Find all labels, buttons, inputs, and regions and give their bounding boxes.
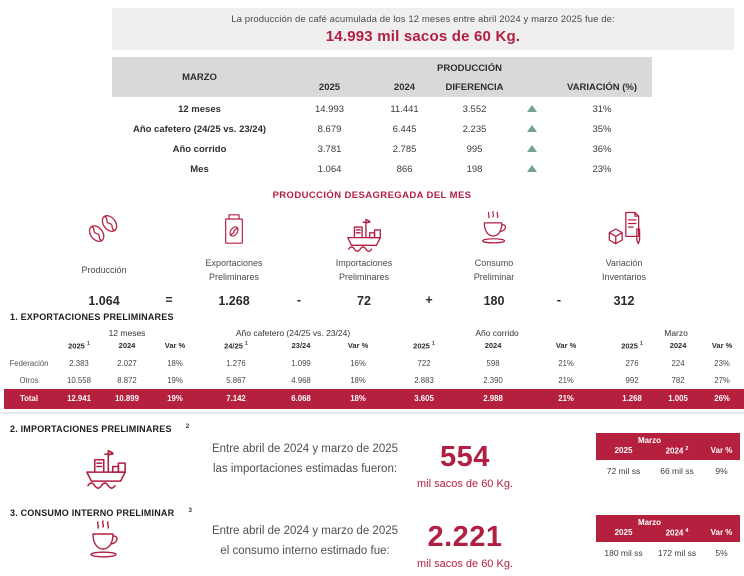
- row-label: Otros: [19, 375, 39, 385]
- cell: 4.968: [291, 375, 311, 385]
- footnote-mark: 1: [244, 341, 248, 347]
- section-title-text: 1. EXPORTACIONES PRELIMINARES: [10, 312, 174, 322]
- text-line: el consumo interno estimado fue:: [220, 544, 390, 557]
- coffee-beans-icon: [82, 207, 126, 251]
- section-title-text: 3. CONSUMO INTERNO PRELIMINAR: [10, 508, 175, 518]
- row-label: Total: [4, 389, 54, 409]
- section-divider: [0, 412, 744, 414]
- cell: 1.005: [656, 389, 700, 409]
- group-12-meses: 12 meses: [108, 328, 146, 338]
- value-2024: 866: [396, 164, 413, 175]
- operator-plus: +: [425, 293, 433, 307]
- item-label: Consumo: [474, 258, 514, 269]
- item-label: Importaciones: [335, 258, 393, 269]
- value-diff: 198: [466, 164, 483, 175]
- item-label: Producción: [81, 265, 127, 276]
- cell: 72 mil ss: [606, 465, 641, 476]
- item-value: 72: [357, 294, 371, 308]
- table-row: [112, 160, 652, 180]
- mini-values-row: [596, 542, 740, 558]
- cell: 9%: [715, 465, 728, 476]
- subcol: Var %: [347, 341, 369, 351]
- cell: 2.027: [117, 358, 137, 368]
- headline-value: 14.993 mil sacos de 60 Kg.: [325, 28, 521, 45]
- value-var: 35%: [592, 124, 612, 135]
- subcol: 2024: [484, 341, 502, 351]
- cell: 18%: [167, 358, 183, 368]
- cell: 172 mil ss: [657, 547, 697, 558]
- big-number-unit: mil sacos de 60 Kg.: [417, 478, 513, 490]
- value-diff: 995: [466, 144, 483, 155]
- item-value: 312: [613, 294, 635, 308]
- cell: 19%: [150, 389, 200, 409]
- cell: 7.142: [200, 389, 272, 409]
- subcol: Var %: [711, 341, 733, 351]
- breakdown-item-inventarios: [575, 203, 673, 308]
- increase-triangle-icon: [527, 145, 537, 152]
- footnote-mark: 3: [188, 507, 193, 514]
- big-number-unit: mil sacos de 60 Kg.: [417, 558, 513, 570]
- increase-triangle-icon: [527, 165, 537, 172]
- cell: 27%: [714, 375, 730, 385]
- value-2025: 1.064: [317, 164, 342, 175]
- cell: 1.268: [608, 389, 656, 409]
- cell: 12.941: [54, 389, 104, 409]
- headline-banner: [112, 8, 734, 50]
- row-label: Año corrido: [172, 144, 227, 155]
- mini-col-var: Var %: [703, 527, 740, 542]
- cell: 180 mil ss: [604, 547, 643, 558]
- operator-minus: -: [296, 293, 302, 307]
- group-marzo: Marzo: [664, 328, 688, 338]
- summary-table: [112, 57, 652, 180]
- mini-month-header: Marzo: [596, 433, 703, 445]
- subcol: 24/25 $^1$: [224, 341, 248, 351]
- exports-table: [4, 326, 744, 409]
- item-label: Preliminares: [208, 272, 259, 282]
- trend-cell: [512, 160, 552, 180]
- trend-cell: [512, 97, 552, 120]
- mini-cols-row: [596, 527, 740, 542]
- subcol: 2025 $^1$: [68, 341, 90, 351]
- cell: 26%: [700, 389, 744, 409]
- cell: 782: [671, 375, 685, 385]
- operator-minus: -: [556, 293, 562, 307]
- group-header-row: [4, 326, 744, 339]
- breakdown-title: PRODUCCIÓN DESAGREGADA DEL MES: [272, 190, 472, 201]
- table-row: [112, 120, 652, 140]
- row-label: 12 meses: [178, 104, 221, 115]
- cargo-ship-icon: [341, 206, 387, 252]
- cell: 1.099: [291, 358, 311, 368]
- production-group-header: PRODUCCIÓN: [287, 57, 652, 78]
- value-diff: 3.552: [462, 104, 487, 115]
- production-breakdown: [55, 203, 673, 308]
- col-header-2024: 2024: [372, 78, 437, 97]
- cell: 2.390: [483, 375, 503, 385]
- cell: 18%: [350, 375, 366, 385]
- item-value: 1.064: [88, 294, 120, 308]
- table-row: [112, 140, 652, 160]
- item-label: Preliminar: [473, 272, 515, 282]
- col-header-variacion: VARIACIÓN (%): [552, 78, 652, 97]
- subcol: Var %: [555, 341, 577, 351]
- value-2025: 14.993: [314, 104, 345, 115]
- cell: 8.872: [117, 375, 137, 385]
- coffee-cup-icon: [80, 517, 128, 565]
- mini-month-header: Marzo: [596, 515, 703, 527]
- value-2024: 2.785: [392, 144, 417, 155]
- footnote-mark: 2: [685, 446, 689, 452]
- row-label: Año cafetero (24/25 vs. 23/24): [132, 124, 267, 135]
- cell: 10.899: [104, 389, 150, 409]
- col-header-diferencia: DIFERENCIA: [437, 78, 512, 97]
- table-row-otros: [4, 372, 744, 389]
- item-value: 1.268: [218, 294, 250, 308]
- breakdown-item-importaciones: [315, 203, 413, 308]
- item-label: Preliminares: [338, 272, 389, 282]
- group-ano-cafetero: Año cafetero (24/25 vs. 23/24): [235, 328, 351, 338]
- value-diff: 2.235: [462, 124, 487, 135]
- col-header-2025: 2025: [287, 78, 372, 97]
- col-header-trend: [512, 78, 552, 97]
- cell: 224: [671, 358, 685, 368]
- mini-col-2024: 2024 $^2$: [651, 445, 703, 460]
- mini-col-2024: 2024 $^4$: [651, 527, 703, 542]
- row-label: Federación: [9, 358, 49, 368]
- exports-section-title: [10, 312, 174, 322]
- operator-equals: =: [165, 293, 173, 307]
- cell: 21%: [558, 358, 574, 368]
- summary-month-header: MARZO: [112, 57, 287, 97]
- footnote-mark: 4: [685, 528, 689, 534]
- cell: 2.988: [462, 389, 524, 409]
- text-line: Entre abril de 2024 y marzo de 2025: [211, 525, 399, 537]
- cell: 23%: [714, 358, 730, 368]
- imports-text: [172, 440, 438, 479]
- item-label: Inventarios: [601, 272, 647, 282]
- subcol: 2024: [669, 341, 687, 351]
- cell: 21%: [524, 389, 608, 409]
- cell: 3.605: [386, 389, 462, 409]
- item-label: Variación: [605, 258, 643, 269]
- cell: 6.068: [272, 389, 330, 409]
- cell: 722: [417, 358, 431, 368]
- inventory-box-icon: [602, 207, 646, 251]
- consumption-text: [172, 522, 438, 561]
- cell: 992: [625, 375, 639, 385]
- footnote-mark: 1: [431, 341, 435, 347]
- table-row-federacion: [4, 355, 744, 372]
- coffee-cup-icon: [473, 208, 515, 250]
- mini-col-var: Var %: [703, 445, 740, 460]
- cell: 19%: [167, 375, 183, 385]
- cell: 5%: [715, 547, 728, 558]
- mini-month-row: [596, 433, 740, 445]
- cell: 18%: [330, 389, 386, 409]
- breakdown-item-produccion: [55, 203, 153, 308]
- value-var: 23%: [592, 164, 612, 175]
- cell: 276: [625, 358, 639, 368]
- subcol: 2025 $^1$: [621, 341, 643, 351]
- value-2024: 6.445: [392, 124, 417, 135]
- item-value: 180: [483, 294, 505, 308]
- subcol: Var %: [164, 341, 186, 351]
- consumption-big-value: [400, 521, 530, 570]
- cell: 1.276: [226, 358, 246, 368]
- subcol: 23/24: [291, 341, 311, 351]
- imports-big-value: [400, 441, 530, 490]
- sub-header-row: [4, 339, 744, 355]
- table-row: [112, 97, 652, 120]
- trend-cell: [512, 140, 552, 160]
- cell: 66 mil ss: [660, 465, 694, 476]
- big-number: 2.221: [427, 521, 503, 553]
- increase-triangle-icon: [527, 105, 537, 112]
- mini-month-row: [596, 515, 740, 527]
- cell: 2.883: [414, 375, 434, 385]
- mini-col-2025: 2025: [596, 445, 651, 460]
- mini-values-row: [596, 460, 740, 476]
- text-line: las importaciones estimadas fueron:: [212, 462, 398, 475]
- cell: 2.383: [69, 358, 89, 368]
- imports-mini-table: [596, 433, 740, 476]
- breakdown-item-exportaciones: [185, 203, 283, 308]
- section-title-text: 2. IMPORTACIONES PRELIMINARES: [10, 424, 172, 434]
- trend-cell: [512, 120, 552, 140]
- value-2025: 3.781: [317, 144, 342, 155]
- cell: 598: [486, 358, 500, 368]
- coffee-bag-icon: [214, 207, 254, 251]
- cell: 10.558: [67, 375, 91, 385]
- table-row-total: [4, 389, 744, 409]
- mini-cols-row: [596, 445, 740, 460]
- cell: 5.867: [226, 375, 246, 385]
- text-line: Entre abril de 2024 y marzo de 2025: [211, 443, 399, 455]
- value-2025: 8.679: [317, 124, 342, 135]
- value-var: 36%: [592, 144, 612, 155]
- cargo-ship-icon: [76, 435, 136, 489]
- value-var: 31%: [592, 104, 612, 115]
- breakdown-item-consumo: [445, 203, 543, 308]
- subcol: 2025 $^1$: [413, 341, 435, 351]
- imports-section-title: [10, 423, 189, 434]
- cell: 21%: [558, 375, 574, 385]
- increase-triangle-icon: [527, 125, 537, 132]
- big-number: 554: [440, 441, 490, 473]
- row-label: Mes: [190, 164, 209, 175]
- item-label: Exportaciones: [205, 258, 263, 269]
- mini-col-2025: 2025: [596, 527, 651, 542]
- footnote-mark: 1: [86, 341, 90, 347]
- footnote-mark: 2: [185, 423, 190, 430]
- cell: 16%: [350, 358, 366, 368]
- consumption-mini-table: [596, 515, 740, 558]
- value-2024: 11.441: [390, 104, 419, 115]
- headline-text: La producción de café acumulada de los 12 meses entre abril 2024 y marzo 2025 fue de:: [231, 14, 615, 25]
- group-ano-corrido: Año corrido: [475, 328, 519, 338]
- footnote-mark: 1: [639, 341, 643, 347]
- subcol: 2024: [118, 341, 136, 351]
